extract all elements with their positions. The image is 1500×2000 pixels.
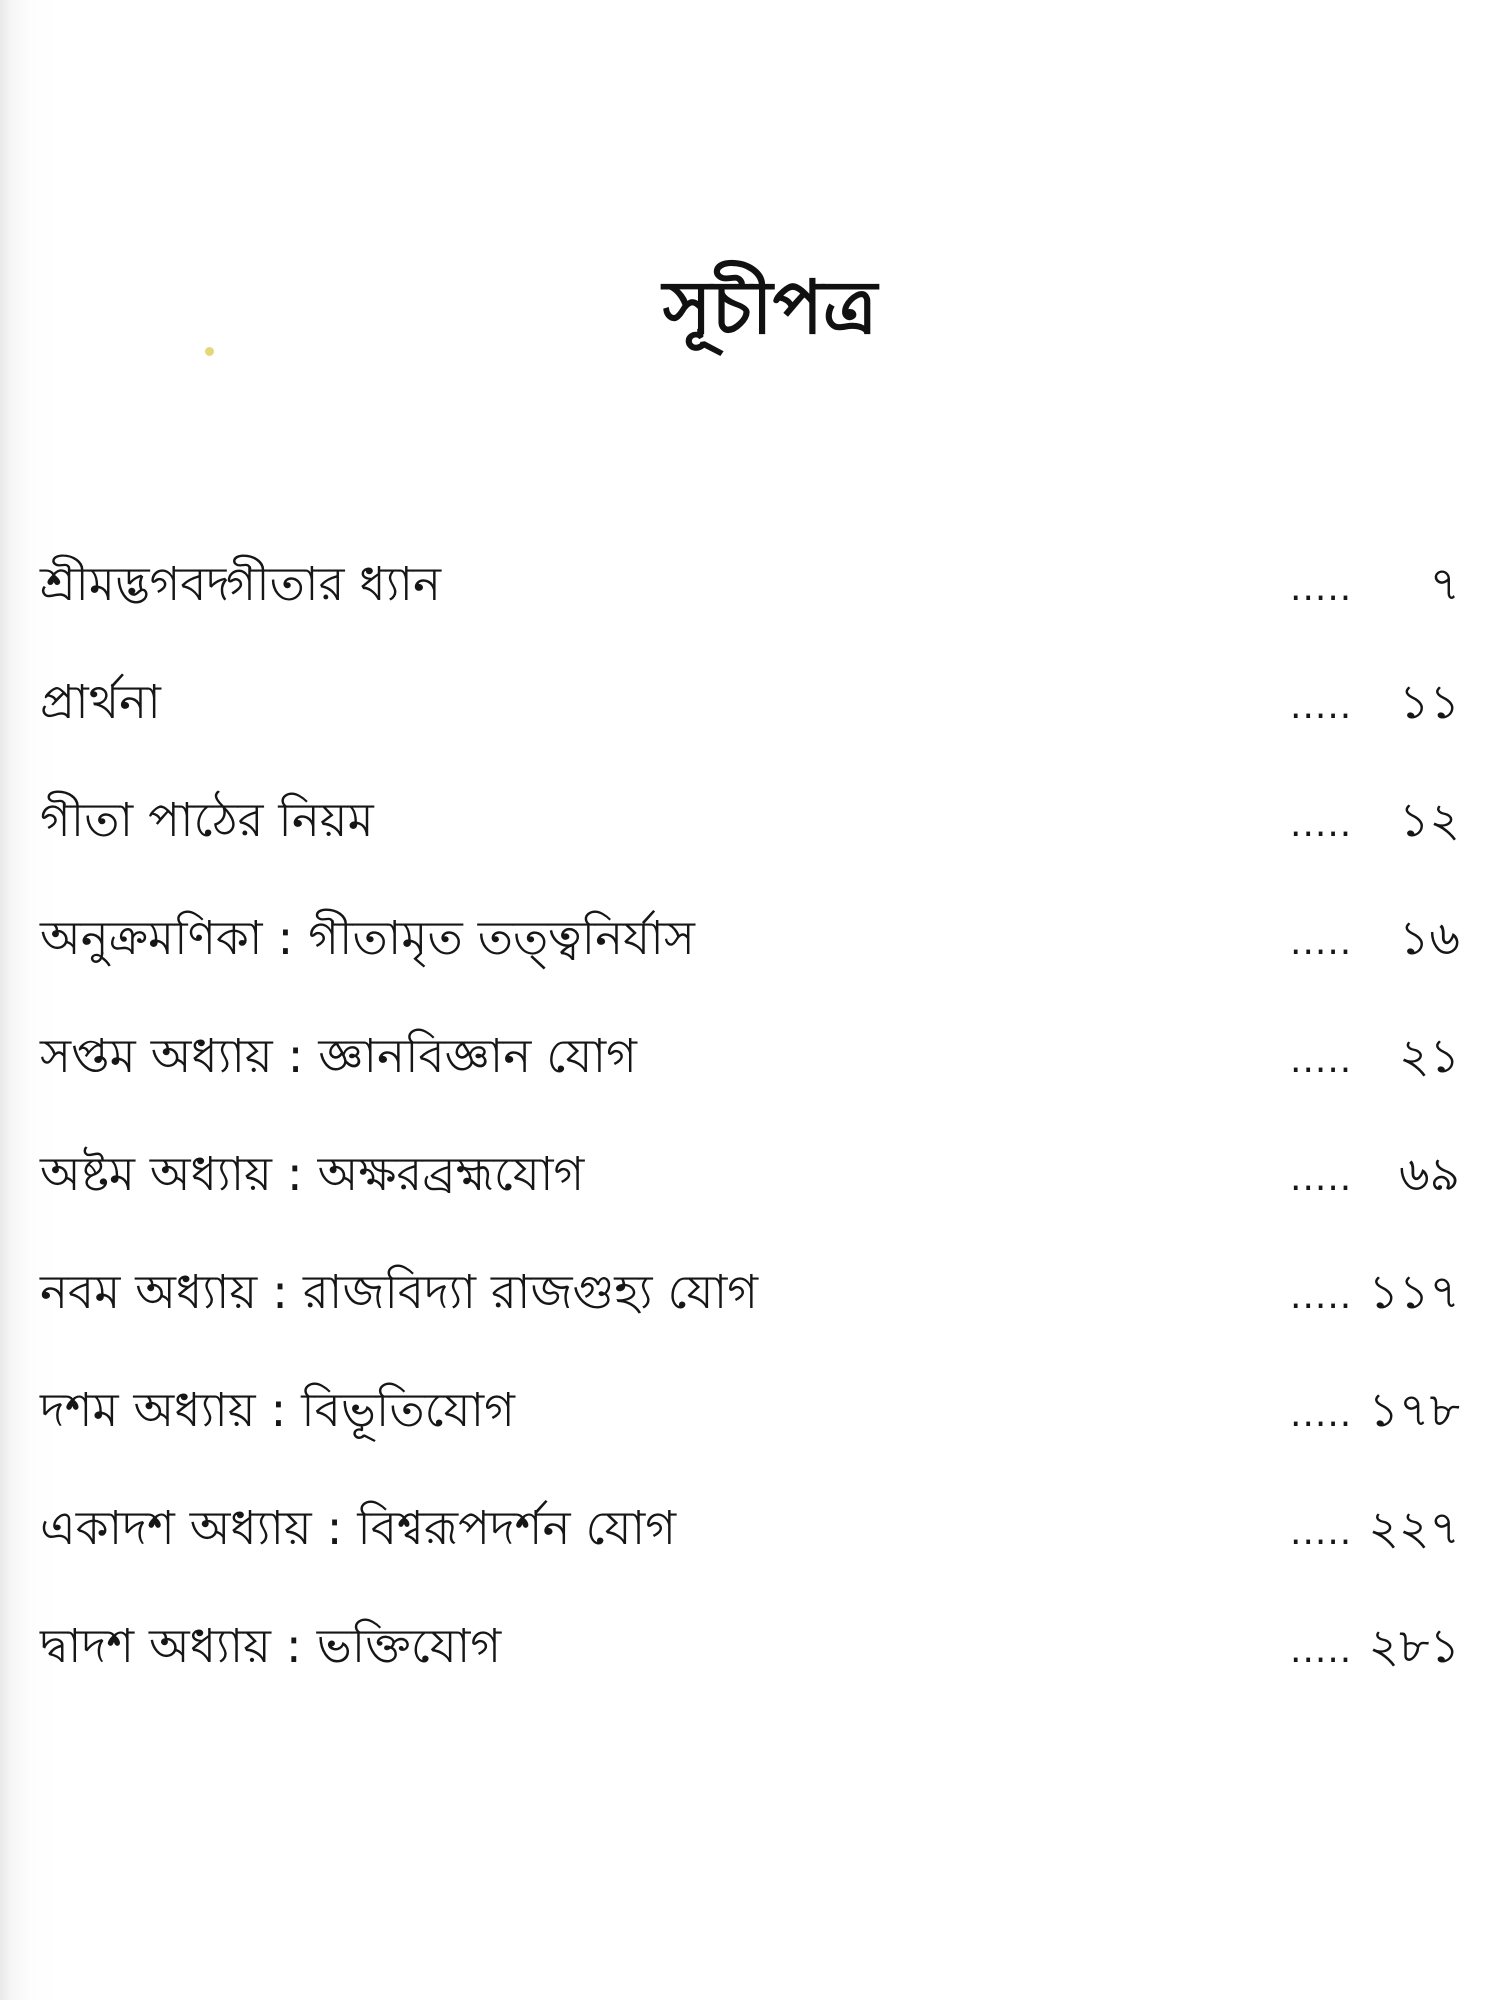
toc-entry xyxy=(0,1381,1500,1499)
toc-entry-page: ১১ xyxy=(1399,675,1460,730)
toc-entry xyxy=(0,909,1500,1027)
toc-entry-label: প্রার্থনা xyxy=(40,675,161,730)
toc-entry-page: ১৭৮ xyxy=(1368,1383,1460,1438)
toc-entry-page: ৬৯ xyxy=(1398,1147,1460,1202)
toc-entry-leader: ..... xyxy=(1290,1276,1353,1317)
toc-entry xyxy=(0,1145,1500,1263)
table-of-contents xyxy=(0,555,1500,1735)
toc-entry xyxy=(0,673,1500,791)
toc-entry xyxy=(0,1499,1500,1617)
toc-entry-leader: ..... xyxy=(1290,1512,1353,1553)
toc-entry xyxy=(0,1027,1500,1145)
toc-entry-label: অষ্টম অধ্যায় : অক্ষরব্রহ্মযোগ xyxy=(40,1147,585,1202)
toc-entry-label: একাদশ অধ্যায় : বিশ্বরূপদর্শন যোগ xyxy=(40,1501,677,1556)
toc-entry xyxy=(0,555,1500,673)
toc-entry-page: ১১৭ xyxy=(1368,1265,1460,1320)
toc-entry-leader: ..... xyxy=(1290,1158,1353,1199)
toc-entry-label: দশম অধ্যায় : বিভূতিযোগ xyxy=(40,1383,515,1438)
toc-entry-leader: ..... xyxy=(1290,686,1353,727)
toc-entry-page: ১২ xyxy=(1398,793,1460,848)
toc-entry-label: নবম অধ্যায় : রাজবিদ্যা রাজগুহ্য যোগ xyxy=(40,1265,759,1320)
toc-entry-leader: ..... xyxy=(1290,804,1353,845)
toc-entry xyxy=(0,1617,1500,1735)
toc-entry-label: দ্বাদশ অধ্যায় : ভক্তিযোগ xyxy=(40,1619,502,1674)
toc-entry-leader: ..... xyxy=(1290,568,1353,609)
toc-entry-label: অনুক্রমণিকা : গীতামৃত তত্ত্বনির্যাস xyxy=(40,911,695,966)
toc-entry xyxy=(0,791,1500,909)
toc-entry-leader: ..... xyxy=(1290,922,1353,963)
toc-entry-leader: ..... xyxy=(1290,1040,1353,1081)
page-title: সূচীপত্র xyxy=(662,265,878,351)
toc-entry xyxy=(0,1263,1500,1381)
toc-entry-page: ২২৭ xyxy=(1368,1501,1460,1556)
toc-entry-page: ১৬ xyxy=(1398,911,1460,966)
toc-entry-label: গীতা পাঠের নিয়ম xyxy=(40,793,374,848)
toc-entry-page: ২৮১ xyxy=(1368,1619,1460,1674)
toc-entry-label: সপ্তম অধ্যায় : জ্ঞানবিজ্ঞান যোগ xyxy=(40,1029,637,1084)
toc-entry-page: ৭ xyxy=(1429,557,1460,612)
toc-entry-page: ২১ xyxy=(1398,1029,1460,1084)
toc-entry-leader: ..... xyxy=(1290,1630,1353,1671)
toc-entry-leader: ..... xyxy=(1290,1394,1353,1435)
toc-entry-label: শ্রীমদ্ভগবদ্গীতার ধ্যান xyxy=(40,557,442,612)
